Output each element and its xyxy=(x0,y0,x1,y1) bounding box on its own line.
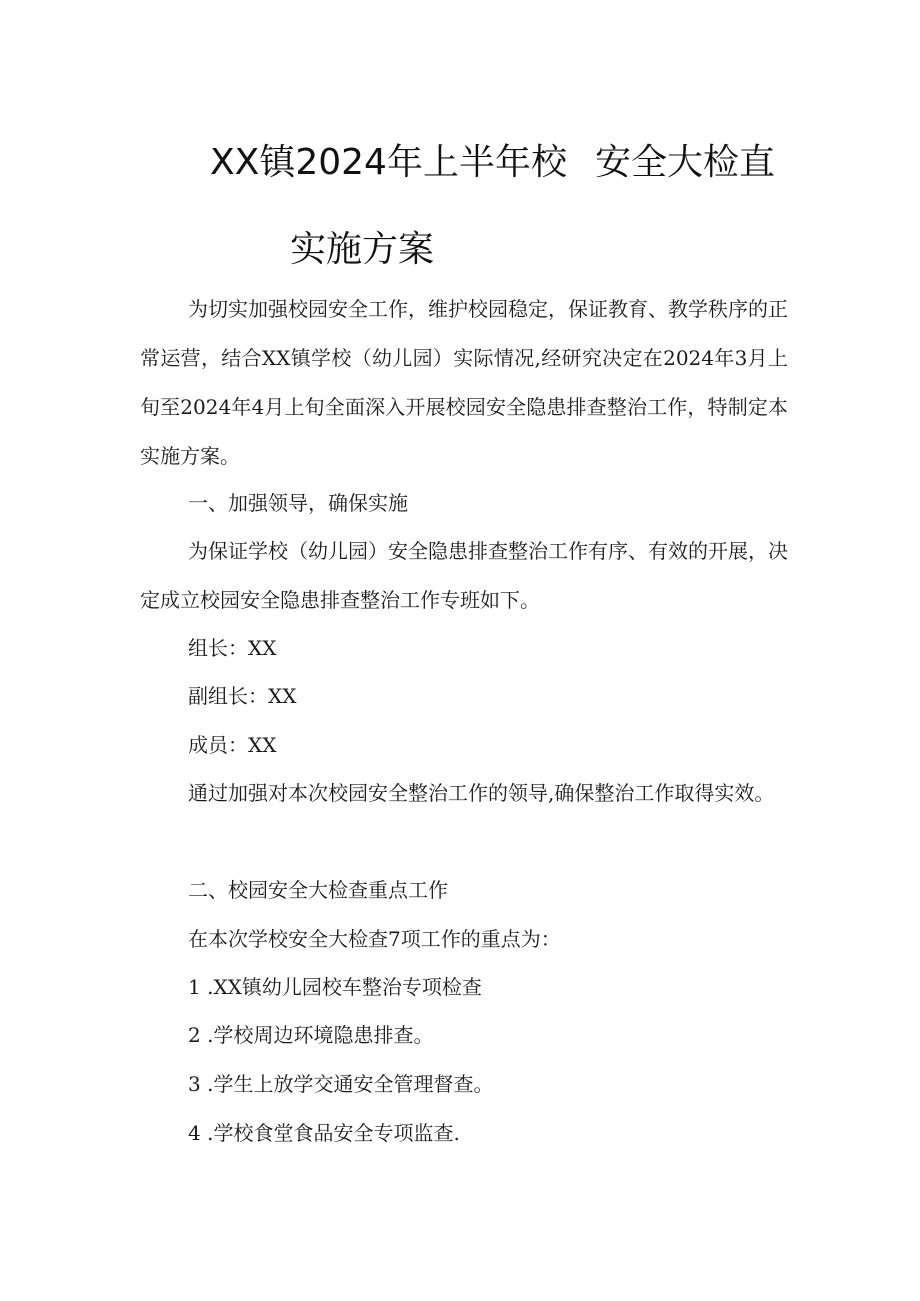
intro-paragraph: 为切实加强校园安全工作，维护校园稳定，保证教育、教学秩序的正常运营，结合XX镇学校（幼儿园）实际情况,经研究决定在2024年3月上旬至2024年4月上旬全面深入开展校园安全隐患排查整治工作，特制定本实施方案。 xyxy=(140,297,788,468)
section-1-conclusion: 通过加强对本次校园安全整治工作的领导,确保整治工作取得实效。 xyxy=(188,781,775,805)
document-title-part-2: 安全大检直 xyxy=(594,142,775,183)
document-title-part-1: XX镇2024年上半年校 xyxy=(210,142,567,183)
section-1-paragraph: 为保证学校（幼儿园）安全隐患排查整治工作有序、有效的开展，决定成立校园安全隐患排查整治工作专班如下。 xyxy=(140,539,788,612)
section-2-intro: 在本次学校安全大检查7项工作的重点为： xyxy=(188,927,561,951)
section-2-heading: 二、校园安全大检查重点工作 xyxy=(188,878,448,902)
document-title-line-2: 实施方案 xyxy=(290,229,435,270)
list-item: 4 .学校食堂食品安全专项监查. xyxy=(188,1121,460,1145)
team-leader: 组长：XX xyxy=(188,636,277,660)
document-title-line-1 xyxy=(210,143,775,183)
section-1-heading: 一、加强领导，确保实施 xyxy=(188,491,408,515)
team-deputy: 副组长：XX xyxy=(188,684,297,708)
list-item: 2 .学校周边环境隐患排查。 xyxy=(188,1023,434,1047)
team-members: 成员：XX xyxy=(188,733,277,757)
list-item: 1 .XX镇幼儿园校车整治专项检查 xyxy=(188,975,482,999)
list-item: 3 .学生上放学交通安全管理督查。 xyxy=(188,1072,494,1096)
